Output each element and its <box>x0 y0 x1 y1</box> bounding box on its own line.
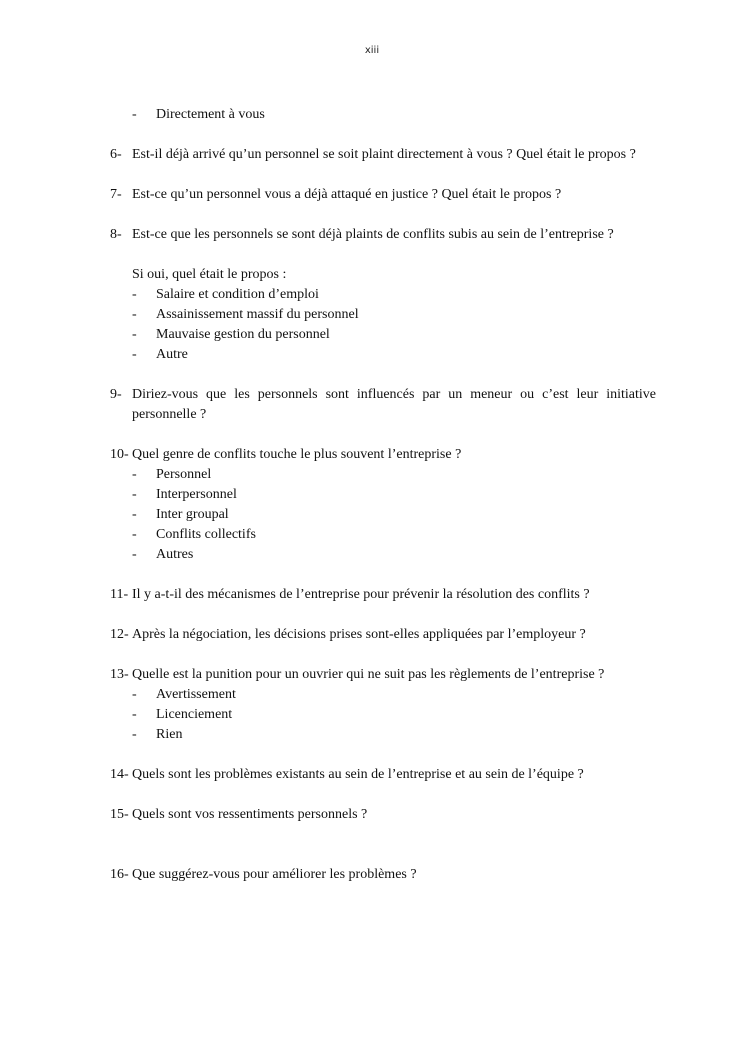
question-text: Quel genre de conflits touche le plus souvent l’entreprise ? <box>132 447 462 462</box>
list-item-text: Personnel <box>156 467 212 482</box>
list-item <box>110 325 656 345</box>
question-text: Il y a-t-il des mécanismes de l’entreprise pour prévenir la résolution des conflits ? <box>132 587 590 602</box>
list-item <box>110 105 656 125</box>
question-number: 6- <box>110 147 122 162</box>
question-7 <box>110 185 656 205</box>
list-item <box>110 285 656 305</box>
list-item <box>110 485 656 505</box>
question-text: Que suggérez-vous pour améliorer les problèmes ? <box>132 867 417 882</box>
bullet-dash: - <box>132 327 137 342</box>
question-6 <box>110 145 656 165</box>
list-item <box>110 525 656 545</box>
question-15 <box>110 805 656 825</box>
question-text: Quels sont les problèmes existants au sein de l’entreprise et au sein de l’équipe ? <box>132 767 584 782</box>
bullet-dash: - <box>132 727 137 742</box>
bullet-dash: - <box>132 287 137 302</box>
list-item <box>110 705 656 725</box>
question-16 <box>110 865 656 885</box>
bullet-dash: - <box>132 547 137 562</box>
bullet-dash: - <box>132 687 137 702</box>
question-number: 8- <box>110 227 122 242</box>
question-text: Est-ce qu’un personnel vous a déjà attaqué en justice ? Quel était le propos ? <box>132 187 562 202</box>
question-number: 16- <box>110 867 129 882</box>
question-number: 13- <box>110 667 129 682</box>
question-text: Est-il déjà arrivé qu’un personnel se soit plaint directement à vous ? Quel était le propos ? <box>132 147 636 162</box>
list-item <box>110 345 656 365</box>
list-item-text: Conflits collectifs <box>156 527 256 542</box>
question-number: 7- <box>110 187 122 202</box>
list-item-text: Avertissement <box>156 687 236 702</box>
bullet-dash: - <box>132 487 137 502</box>
list-item-text: Mauvaise gestion du personnel <box>156 327 330 342</box>
question-number: 10- <box>110 447 129 462</box>
question-text: Est-ce que les personnels se sont déjà plaints de conflits subis au sein de l’entreprise ? <box>132 227 614 242</box>
bullet-dash: - <box>132 307 137 322</box>
question-8 <box>110 225 656 245</box>
list-item <box>110 545 656 565</box>
list-item-text: Assainissement massif du personnel <box>156 307 359 322</box>
question-number: 15- <box>110 807 129 822</box>
list-item <box>110 505 656 525</box>
question-number: 14- <box>110 767 129 782</box>
list-item-text: Autres <box>156 547 194 562</box>
list-item <box>110 685 656 705</box>
question-9 <box>110 385 656 425</box>
list-item-text: Autre <box>156 347 188 362</box>
page-number: xiii <box>364 45 380 56</box>
list-item-text: Inter groupal <box>156 507 229 522</box>
bullet-dash: - <box>132 707 137 722</box>
question-14 <box>110 765 656 785</box>
bullet-dash: - <box>132 347 137 362</box>
question-13 <box>110 665 656 685</box>
list-item <box>110 725 656 745</box>
list-item-text: Salaire et condition d’emploi <box>156 287 319 302</box>
question-number: 12- <box>110 627 129 642</box>
question-12 <box>110 625 656 645</box>
question-number: 11- <box>110 587 129 602</box>
questionnaire <box>110 105 656 885</box>
bullet-dash: - <box>132 507 137 522</box>
question-11 <box>110 585 656 605</box>
question-text: Quels sont vos ressentiments personnels ? <box>132 807 368 822</box>
list-item <box>110 305 656 325</box>
list-item-text: Rien <box>156 727 183 742</box>
list-item <box>110 465 656 485</box>
bullet-dash: - <box>132 527 137 542</box>
bullet-dash: - <box>132 107 137 122</box>
bullet-dash: - <box>132 467 137 482</box>
list-item-text: Directement à vous <box>156 107 265 122</box>
question-text: Quelle est la punition pour un ouvrier qui ne suit pas les règlements de l’entreprise ? <box>132 667 605 682</box>
question-text: Diriez-vous que les personnels sont influencés par un meneur ou c’est leur initiative personnelle ? <box>132 387 656 422</box>
question-number: 9- <box>110 387 122 402</box>
list-item-text: Interpersonnel <box>156 487 237 502</box>
question-text: Après la négociation, les décisions prises sont-elles appliquées par l’employeur ? <box>132 627 586 642</box>
list-item-text: Licenciement <box>156 707 233 722</box>
question-10 <box>110 445 656 465</box>
question-8-followup: Si oui, quel était le propos : <box>132 267 287 282</box>
